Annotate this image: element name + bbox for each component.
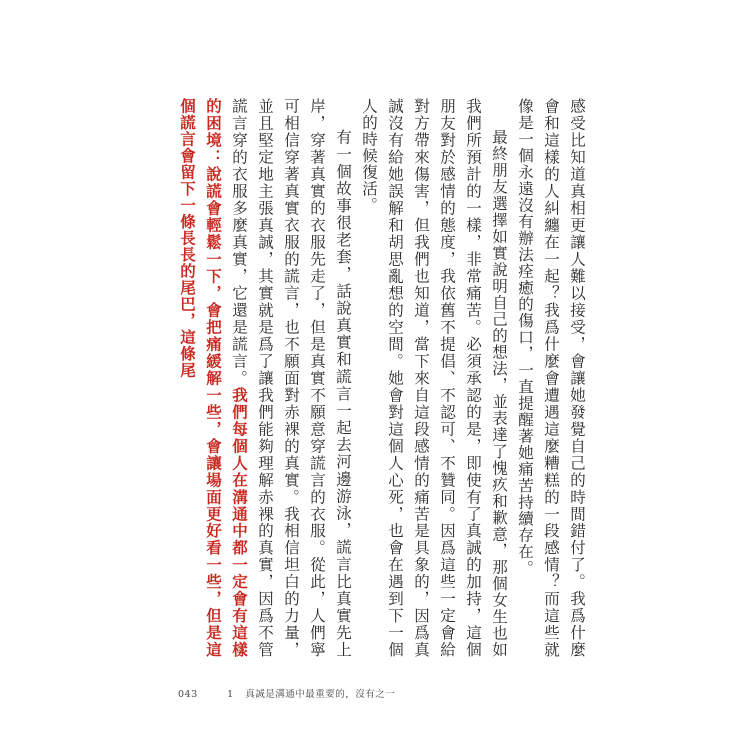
paragraph-1: 感受比知道真相更讓人難以接受，會讓她發覺自己的時間錯付了。我爲什麼會和這樣的人糾纏在一起？我爲什麼會遭遇這麼糟糕的一段感情？而這些就像是一個永遠沒有辦法痊癒的傷口，一直提醒著她痛苦持續存在。 [516, 98, 586, 658]
paragraph-3-text: 有一個故事很老套，話說真實和謊言一起去河邊游泳，謊言比真實先上岸，穿著真實的衣服先走了，但是真實不願意穿謊言的衣服。從此，人們寧可相信穿著真實衣服的謊言，也不願面對赤裸的真實。我相信坦白的力量，並且堅定地主張真誠，其實就是爲了讓我們能夠理解赤裸的真實，因爲不管謊言穿的衣服多麼真實，它還是謊言。 [230, 98, 352, 658]
page-footer [178, 686, 395, 700]
page-number: 043 [178, 689, 198, 700]
paragraph-2: 最終朋友選擇如實說明自己的想法，並表達了愧疚和歉意，那個女生也如我們所預計的一樣，非常痛苦。必須承認的是，即使有了真誠的加持，這個朋友對於感情的態度，我依舊不提倡、不認可、不贊同。因爲這些一定會給對方帶來傷害，但我們也知道，當下來自這段感情的痛苦是具象的，因爲真誠沒有給她誤解和胡思亂想的空間。她會對這個人心死，也會在遇到下一個人的時候復活。 [360, 98, 508, 658]
paragraph-3 [174, 98, 356, 658]
highlighted-text: 我們每個人在溝通中都一定會有這樣的困境：說謊會輕鬆一下，會把痛緩解一些，會讓場面更好看一些，但是這個謊言會留下一條長長的尾巴，這條尾 [178, 98, 249, 658]
chapter-number: 1 [227, 689, 234, 700]
chapter-title: 真誠是溝通中最重要的，沒有之一 [245, 689, 396, 700]
vertical-text-block [174, 98, 590, 658]
